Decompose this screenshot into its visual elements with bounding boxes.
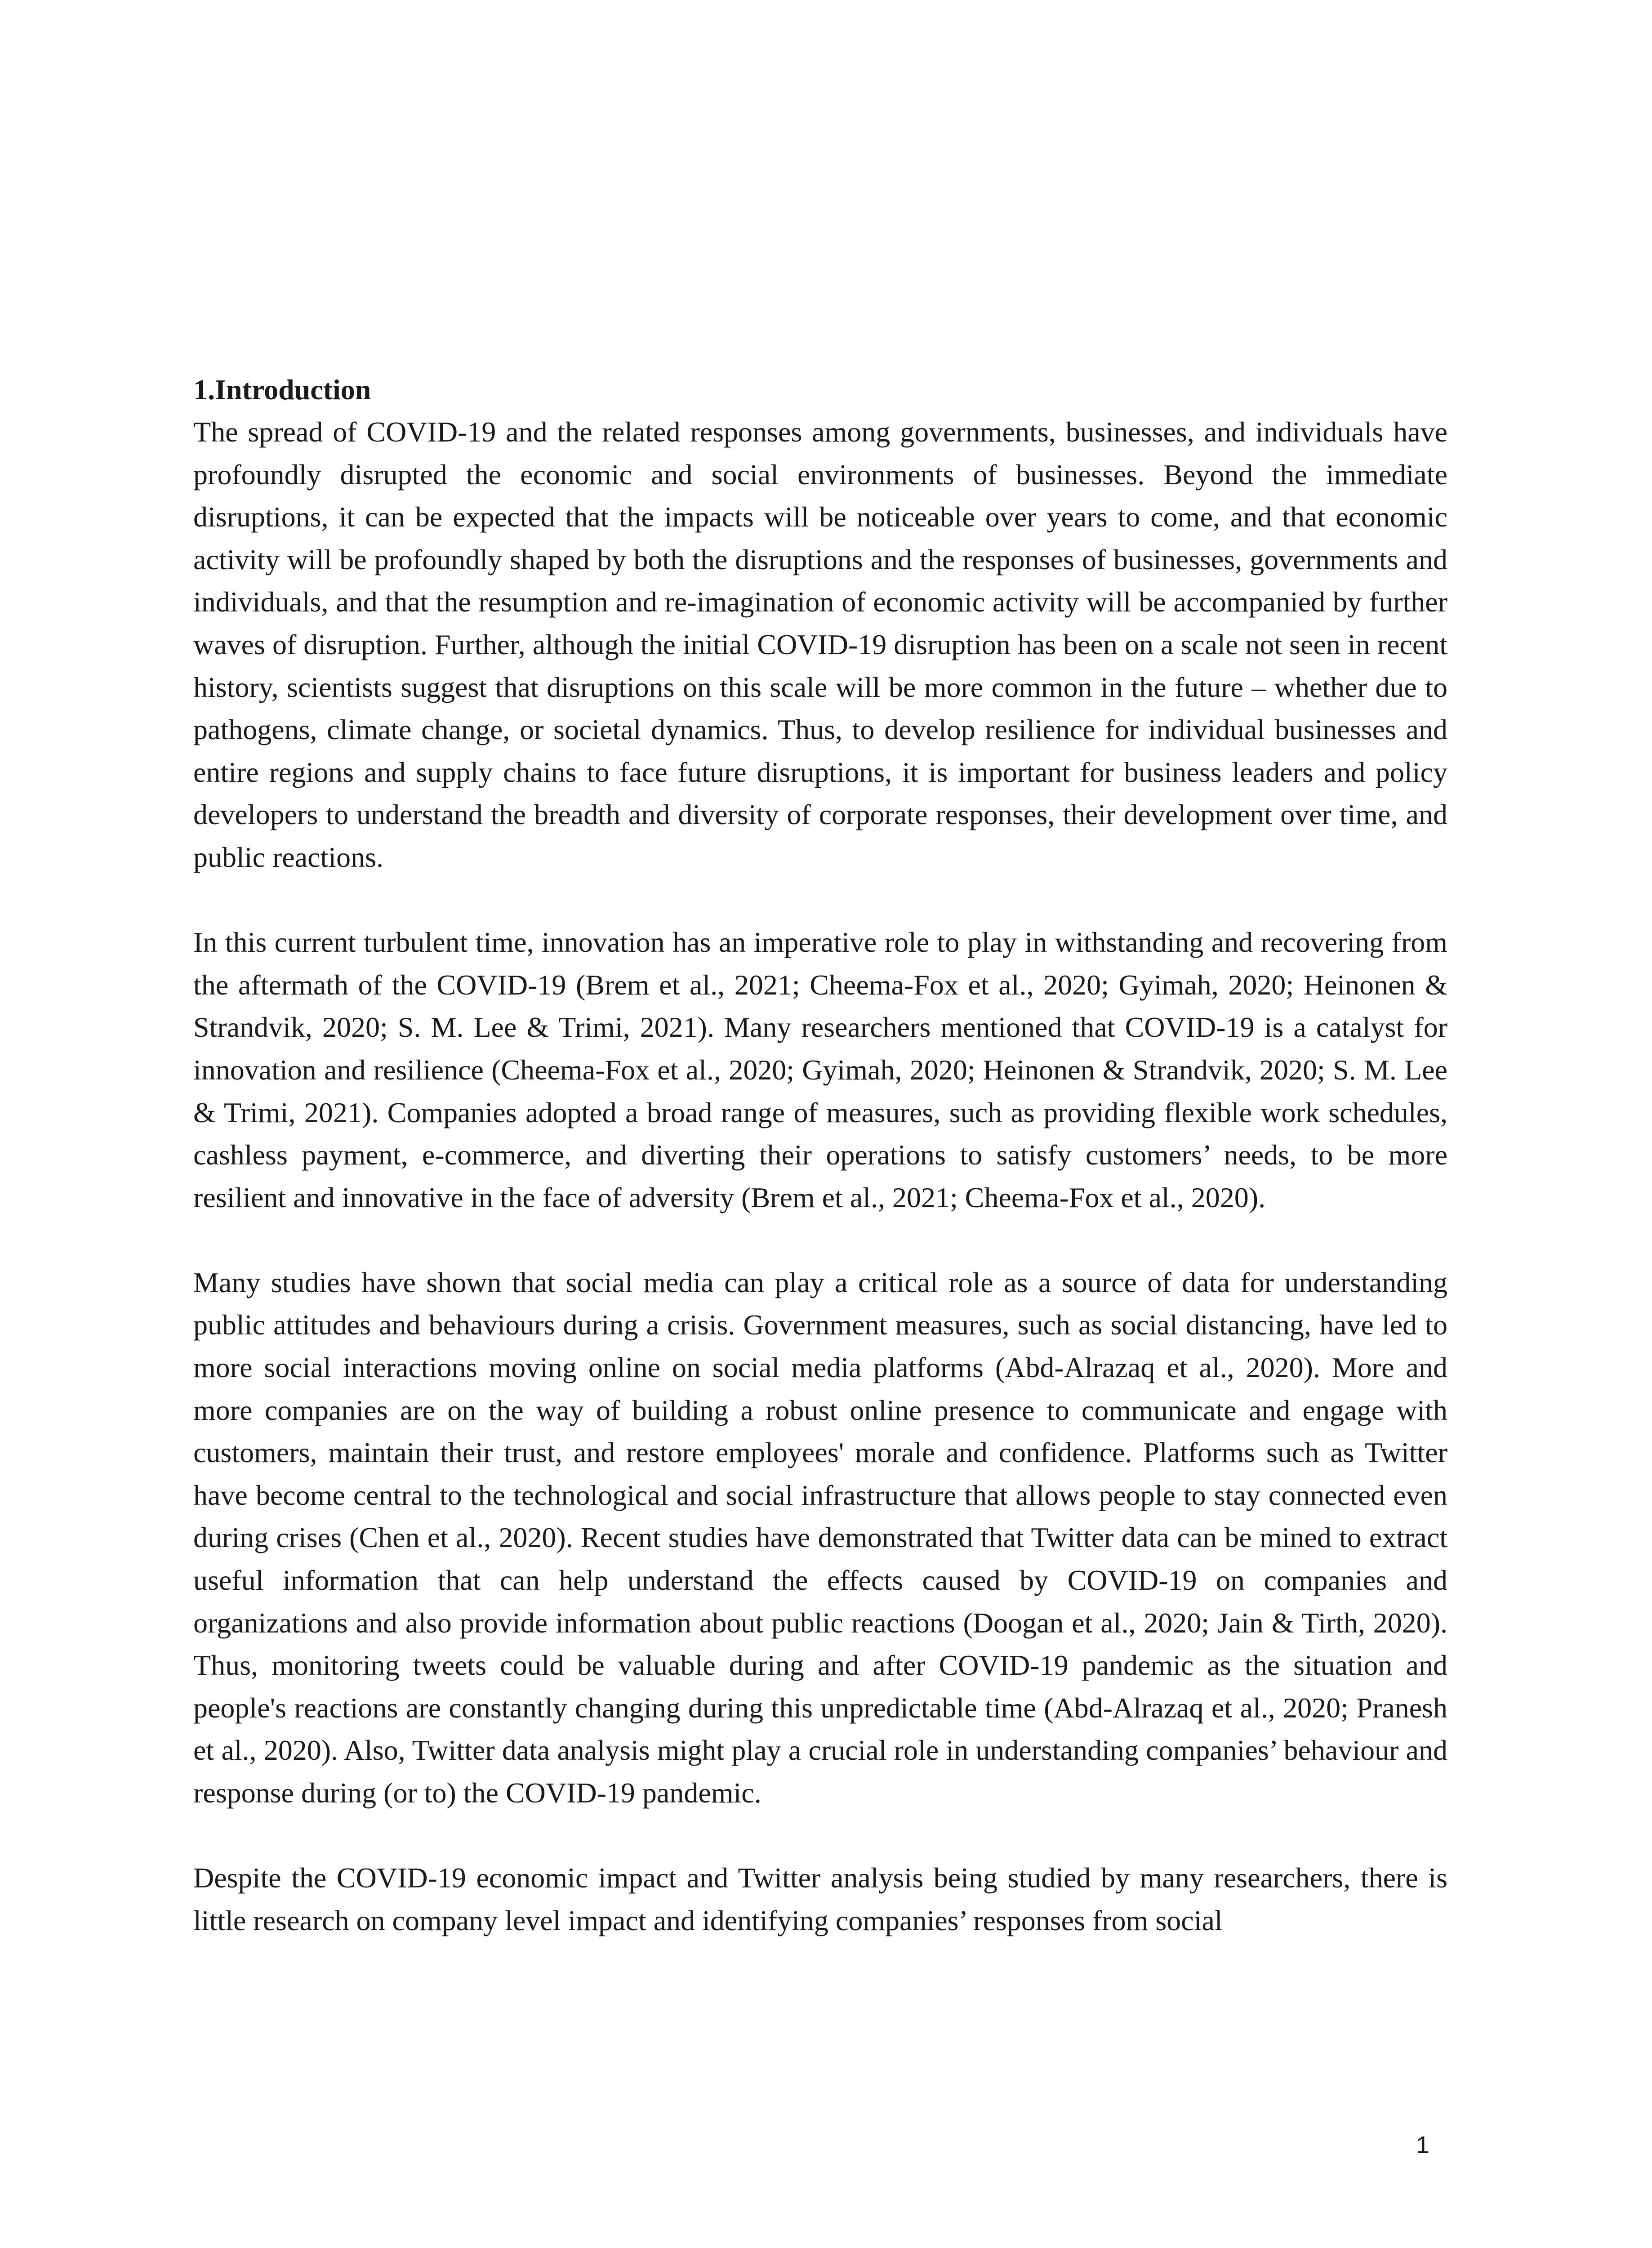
paragraph-4: Despite the COVID-19 economic impact and Twitter analysis being studied by many researchers, there is little research on company level impact and identifying companies’ responses from social	[193, 1862, 1447, 1936]
section-heading: 1.Introduction	[193, 374, 371, 406]
page-number: 1	[1416, 2132, 1430, 2159]
paragraph-3: Many studies have shown that social media can play a critical role as a source of data for understanding public attitudes and behaviours during a crisis. Government measures, such as social distancing, have led to more social interactions moving online on social media platforms (Abd-Alrazaq et al., 2020). More and more companies are on the way of building a robust online presence to communicate and engage with customers, maintain their trust, and restore employees' morale and confidence. Platforms such as Twitter have become central to the technological and social infrastructure that allows people to stay connected even during crises (Chen et al., 2020). Recent studies have demonstrated that Twitter data can be mined to extract useful information that can help understand the effects caused by COVID-19 on companies and organizations and also provide information about public reactions (Doogan et al., 2020; Jain & Tirth, 2020). Thus, monitoring tweets could be valuable during and after COVID-19 pandemic as the situation and people's reactions are constantly changing during this unpredictable time (Abd-Alrazaq et al., 2020; Pranesh et al., 2020). Also, Twitter data analysis might play a crucial role in understanding companies’ behaviour and response during (or to) the COVID-19 pandemic.	[193, 1266, 1447, 1809]
paragraph-1: The spread of COVID-19 and the related responses among governments, businesses, and individuals have profoundly disrupted the economic and social environments of businesses. Beyond the immediate disruptions, it can be expected that the impacts will be noticeable over years to come, and that economic activity will be profoundly shaped by both the disruptions and the responses of businesses, governments and individuals, and that the resumption and re-imagination of economic activity will be accompanied by further waves of disruption. Further, although the initial COVID-19 disruption has been on a scale not seen in recent history, scientists suggest that disruptions on this scale will be more common in the future – whether due to pathogens, climate change, or societal dynamics. Thus, to develop resilience for individual businesses and entire regions and supply chains to face future disruptions, it is important for business leaders and policy developers to understand the breadth and diversity of corporate responses, their development over time, and public reactions.	[193, 416, 1447, 873]
paragraph-2: In this current turbulent time, innovation has an imperative role to play in withstanding and recovering from the aftermath of the COVID-19 (Brem et al., 2021; Cheema-Fox et al., 2020; Gyimah, 2020; Heinonen & Strandvik, 2020; S. M. Lee & Trimi, 2021). Many researchers mentioned that COVID-19 is a catalyst for innovation and resilience (Cheema-Fox et al., 2020; Gyimah, 2020; Heinonen & Strandvik, 2020; S. M. Lee & Trimi, 2021). Companies adopted a broad range of measures, such as providing flexible work schedules, cashless payment, e-commerce, and diverting their operations to satisfy customers’ needs, to be more resilient and innovative in the face of adversity (Brem et al., 2021; Cheema-Fox et al., 2020).	[193, 926, 1447, 1213]
body-content	[193, 369, 1447, 1942]
